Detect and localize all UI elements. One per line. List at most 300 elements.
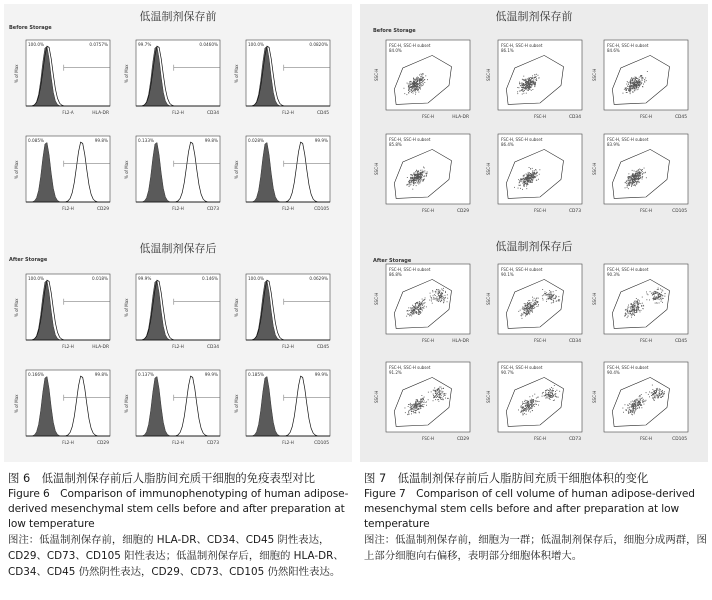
event-dot bbox=[633, 174, 634, 175]
event-dot bbox=[417, 308, 418, 309]
event-dot bbox=[444, 300, 445, 301]
event-dot bbox=[447, 398, 448, 399]
event-dot bbox=[635, 81, 636, 82]
event-dot bbox=[640, 85, 641, 86]
event-dot bbox=[518, 179, 519, 180]
event-dot bbox=[641, 398, 642, 399]
event-dot bbox=[422, 74, 423, 75]
event-dot bbox=[628, 405, 629, 406]
event-dot bbox=[628, 173, 629, 174]
event-dot bbox=[636, 78, 637, 79]
event-dot bbox=[545, 293, 546, 294]
event-dot bbox=[636, 183, 637, 184]
event-dot bbox=[411, 408, 412, 409]
event-dot bbox=[631, 179, 632, 180]
event-dot bbox=[527, 178, 528, 179]
event-dot bbox=[628, 185, 629, 186]
event-dot bbox=[639, 85, 640, 86]
event-dot bbox=[441, 397, 442, 398]
event-dot bbox=[410, 403, 411, 404]
event-dot bbox=[640, 82, 641, 83]
event-dot bbox=[527, 312, 528, 313]
event-dot bbox=[532, 311, 533, 312]
event-dot bbox=[405, 408, 406, 409]
event-dot bbox=[527, 90, 528, 91]
event-dot bbox=[532, 75, 533, 76]
event-dot bbox=[629, 176, 630, 177]
event-dot bbox=[442, 293, 443, 294]
x-axis-label: FSC-H bbox=[639, 114, 653, 119]
event-dot bbox=[631, 410, 632, 411]
event-dot bbox=[411, 89, 412, 90]
event-dot bbox=[422, 172, 423, 173]
event-dot bbox=[532, 168, 533, 169]
event-dot bbox=[537, 306, 538, 307]
event-dot bbox=[632, 183, 633, 184]
gate-percentage: 85.8% bbox=[389, 142, 402, 147]
event-dot bbox=[659, 299, 660, 300]
fig7-scatter-svg bbox=[482, 258, 586, 352]
x-axis-label: FSC-H bbox=[421, 436, 435, 441]
event-dot bbox=[526, 400, 527, 401]
event-dot bbox=[417, 174, 418, 175]
event-dot bbox=[555, 298, 556, 299]
event-dot bbox=[632, 314, 633, 315]
event-dot bbox=[627, 312, 628, 313]
event-dot bbox=[404, 88, 405, 89]
event-dot bbox=[526, 410, 527, 411]
event-dot bbox=[535, 300, 536, 301]
event-dot bbox=[529, 309, 530, 310]
event-dot bbox=[635, 77, 636, 78]
event-dot bbox=[635, 84, 636, 85]
event-dot bbox=[526, 174, 527, 175]
event-dot bbox=[629, 85, 630, 86]
fig6-caption-note: 图注：低温制剂保存前，细胞的 HLA-DR、CD34、CD45 阴性表达，CD29、CD73、CD105 阳性表达；低温制剂保存后，细胞的 HLA-DR、CD34、CD45 仍然阴性表达，CD29、CD73、CD105 仍然阳性表达。 bbox=[8, 534, 344, 578]
event-dot bbox=[631, 178, 632, 179]
event-dot bbox=[526, 405, 527, 406]
event-dot bbox=[634, 302, 635, 303]
event-dot bbox=[634, 90, 635, 91]
event-dot bbox=[532, 410, 533, 411]
event-dot bbox=[536, 398, 537, 399]
event-dot bbox=[421, 395, 422, 396]
event-dot bbox=[441, 296, 442, 297]
event-dot bbox=[535, 400, 536, 401]
event-dot bbox=[412, 310, 413, 311]
event-dot bbox=[524, 87, 525, 88]
event-dot bbox=[418, 89, 419, 90]
event-dot bbox=[652, 292, 653, 293]
event-dot bbox=[524, 413, 525, 414]
event-dot bbox=[416, 77, 417, 78]
event-dot bbox=[535, 86, 536, 87]
event-dot bbox=[629, 185, 630, 186]
x-axis-label: FL2-H bbox=[62, 206, 74, 211]
event-dot bbox=[643, 399, 644, 400]
event-dot bbox=[528, 410, 529, 411]
event-dot bbox=[635, 174, 636, 175]
event-dot bbox=[651, 392, 652, 393]
event-dot bbox=[419, 403, 420, 404]
event-dot bbox=[637, 408, 638, 409]
gate-percentage: 86.8% bbox=[389, 272, 402, 277]
event-dot bbox=[426, 306, 427, 307]
event-dot bbox=[407, 83, 408, 84]
event-dot bbox=[527, 304, 528, 305]
left-percentage: 100.0% bbox=[248, 42, 264, 47]
event-dot bbox=[663, 394, 664, 395]
event-dot bbox=[658, 397, 659, 398]
event-dot bbox=[409, 410, 410, 411]
event-dot bbox=[529, 77, 530, 78]
event-dot bbox=[631, 311, 632, 312]
event-dot bbox=[527, 310, 528, 311]
x-axis-label: FSC-H bbox=[533, 436, 547, 441]
event-dot bbox=[656, 390, 657, 391]
event-dot bbox=[530, 77, 531, 78]
event-dot bbox=[415, 94, 416, 95]
x-axis-label: FL2-H bbox=[282, 110, 294, 115]
event-dot bbox=[636, 184, 637, 185]
event-dot bbox=[646, 299, 647, 300]
event-dot bbox=[410, 174, 411, 175]
event-dot bbox=[439, 397, 440, 398]
right-percentage: 0.146% bbox=[202, 276, 218, 281]
event-dot bbox=[660, 395, 661, 396]
event-dot bbox=[630, 313, 631, 314]
marker-label: CD34 bbox=[568, 115, 581, 120]
left-percentage: 0.185% bbox=[248, 372, 264, 377]
event-dot bbox=[431, 299, 432, 300]
event-dot bbox=[421, 74, 422, 75]
event-dot bbox=[628, 188, 629, 189]
event-dot bbox=[527, 179, 528, 180]
event-dot bbox=[523, 309, 524, 310]
event-dot bbox=[442, 298, 443, 299]
marker-label: CD105 bbox=[314, 441, 329, 446]
event-dot bbox=[636, 175, 637, 176]
event-dot bbox=[637, 78, 638, 79]
event-dot bbox=[527, 177, 528, 178]
event-dot bbox=[650, 291, 651, 292]
event-dot bbox=[530, 84, 531, 85]
event-dot bbox=[555, 297, 556, 298]
event-dot bbox=[418, 180, 419, 181]
event-dot bbox=[518, 311, 519, 312]
x-axis-label: FL2-H bbox=[172, 206, 184, 211]
event-dot bbox=[628, 307, 629, 308]
y-axis-label: SSC-H bbox=[592, 162, 597, 175]
event-dot bbox=[626, 183, 627, 184]
event-dot bbox=[532, 77, 533, 78]
event-dot bbox=[656, 293, 657, 294]
event-dot bbox=[655, 397, 656, 398]
event-dot bbox=[635, 306, 636, 307]
event-dot bbox=[626, 84, 627, 85]
event-dot bbox=[415, 303, 416, 304]
y-axis-label: % of Max bbox=[14, 160, 19, 179]
event-dot bbox=[637, 170, 638, 171]
event-dot bbox=[530, 168, 531, 169]
event-dot bbox=[528, 312, 529, 313]
event-dot bbox=[660, 298, 661, 299]
fig6-histogram-after-1-0 bbox=[10, 362, 114, 456]
event-dot bbox=[410, 405, 411, 406]
event-dot bbox=[529, 80, 530, 81]
event-dot bbox=[517, 87, 518, 88]
event-dot bbox=[528, 403, 529, 404]
event-dot bbox=[411, 310, 412, 311]
event-dot bbox=[415, 173, 416, 174]
event-dot bbox=[542, 295, 543, 296]
event-dot bbox=[421, 401, 422, 402]
event-dot bbox=[533, 84, 534, 85]
event-dot bbox=[640, 396, 641, 397]
event-dot bbox=[422, 305, 423, 306]
event-dot bbox=[416, 399, 417, 400]
event-dot bbox=[549, 297, 550, 298]
event-dot bbox=[423, 78, 424, 79]
y-axis-label: SSC-H bbox=[592, 390, 597, 403]
y-axis-label: % of Max bbox=[124, 394, 129, 413]
event-dot bbox=[418, 170, 419, 171]
event-dot bbox=[520, 179, 521, 180]
y-axis-label: % of Max bbox=[124, 160, 129, 179]
event-dot bbox=[635, 310, 636, 311]
event-dot bbox=[554, 294, 555, 295]
event-dot bbox=[522, 404, 523, 405]
event-dot bbox=[527, 307, 528, 308]
event-dot bbox=[628, 411, 629, 412]
event-dot bbox=[659, 296, 660, 297]
event-dot bbox=[534, 308, 535, 309]
event-dot bbox=[444, 298, 445, 299]
event-dot bbox=[629, 409, 630, 410]
event-dot bbox=[532, 408, 533, 409]
event-dot bbox=[530, 87, 531, 88]
event-dot bbox=[534, 404, 535, 405]
event-dot bbox=[656, 302, 657, 303]
event-dot bbox=[642, 402, 643, 403]
fig6-histogram-svg bbox=[230, 128, 334, 222]
event-dot bbox=[435, 295, 436, 296]
event-dot bbox=[444, 394, 445, 395]
event-dot bbox=[644, 404, 645, 405]
fig6-histogram-svg bbox=[120, 32, 224, 126]
event-dot bbox=[439, 395, 440, 396]
fig6-heading-after: 低温制剂保存后 bbox=[139, 242, 217, 255]
fig7-after-label: After Storage bbox=[373, 258, 412, 264]
event-dot bbox=[645, 78, 646, 79]
event-dot bbox=[661, 301, 662, 302]
event-dot bbox=[533, 306, 534, 307]
event-dot bbox=[415, 90, 416, 91]
event-dot bbox=[425, 302, 426, 303]
event-dot bbox=[537, 172, 538, 173]
event-dot bbox=[634, 87, 635, 88]
event-dot bbox=[413, 406, 414, 407]
event-dot bbox=[543, 295, 544, 296]
event-dot bbox=[419, 314, 420, 315]
event-dot bbox=[654, 400, 655, 401]
event-dot bbox=[412, 408, 413, 409]
event-dot bbox=[441, 300, 442, 301]
event-dot bbox=[411, 92, 412, 93]
gate-name: FSC-H, SSC-H subset bbox=[501, 267, 543, 272]
event-dot bbox=[536, 78, 537, 79]
event-dot bbox=[644, 81, 645, 82]
event-dot bbox=[528, 304, 529, 305]
event-dot bbox=[410, 85, 411, 86]
event-dot bbox=[419, 75, 420, 76]
event-dot bbox=[415, 311, 416, 312]
event-dot bbox=[408, 84, 409, 85]
event-dot bbox=[556, 290, 557, 291]
event-dot bbox=[551, 299, 552, 300]
event-dot bbox=[420, 309, 421, 310]
event-dot bbox=[654, 297, 655, 298]
event-dot bbox=[414, 175, 415, 176]
event-dot bbox=[638, 300, 639, 301]
event-dot bbox=[550, 389, 551, 390]
fig7-scatter-after-1-0 bbox=[370, 356, 474, 450]
event-dot bbox=[441, 295, 442, 296]
event-dot bbox=[649, 392, 650, 393]
y-axis-label: % of Max bbox=[234, 64, 239, 83]
event-dot bbox=[538, 397, 539, 398]
event-dot bbox=[631, 402, 632, 403]
event-dot bbox=[630, 93, 631, 94]
event-dot bbox=[546, 397, 547, 398]
event-dot bbox=[527, 88, 528, 89]
event-dot bbox=[410, 407, 411, 408]
event-dot bbox=[655, 392, 656, 393]
event-dot bbox=[645, 401, 646, 402]
event-dot bbox=[422, 406, 423, 407]
event-dot bbox=[416, 81, 417, 82]
event-dot bbox=[637, 172, 638, 173]
right-percentage: 99.9% bbox=[204, 372, 218, 377]
event-dot bbox=[558, 296, 559, 297]
event-dot bbox=[555, 394, 556, 395]
event-dot bbox=[553, 391, 554, 392]
event-dot bbox=[425, 173, 426, 174]
event-dot bbox=[408, 90, 409, 91]
fig7-scatter-svg bbox=[370, 258, 474, 352]
event-dot bbox=[418, 177, 419, 178]
event-dot bbox=[522, 84, 523, 85]
event-dot bbox=[525, 82, 526, 83]
event-dot bbox=[410, 82, 411, 83]
event-dot bbox=[447, 301, 448, 302]
event-dot bbox=[648, 294, 649, 295]
event-dot bbox=[415, 405, 416, 406]
event-dot bbox=[437, 300, 438, 301]
event-dot bbox=[423, 80, 424, 81]
marker-label: CD34 bbox=[568, 339, 581, 344]
event-dot bbox=[640, 169, 641, 170]
event-dot bbox=[635, 185, 636, 186]
event-dot bbox=[445, 393, 446, 394]
event-dot bbox=[633, 313, 634, 314]
gate-name: FSC-H, SSC-H subset bbox=[389, 137, 431, 142]
event-dot bbox=[647, 71, 648, 72]
gate-percentage: 86.4% bbox=[501, 142, 514, 147]
marker-label: CD105 bbox=[672, 209, 687, 214]
event-dot bbox=[636, 401, 637, 402]
event-dot bbox=[638, 172, 639, 173]
event-dot bbox=[635, 80, 636, 81]
event-dot bbox=[551, 299, 552, 300]
event-dot bbox=[441, 387, 442, 388]
event-dot bbox=[536, 74, 537, 75]
event-dot bbox=[411, 184, 412, 185]
event-dot bbox=[527, 409, 528, 410]
event-dot bbox=[419, 412, 420, 413]
event-dot bbox=[411, 180, 412, 181]
event-dot bbox=[523, 312, 524, 313]
event-dot bbox=[415, 404, 416, 405]
event-dot bbox=[638, 404, 639, 405]
event-dot bbox=[534, 298, 535, 299]
event-dot bbox=[635, 403, 636, 404]
event-dot bbox=[418, 84, 419, 85]
event-dot bbox=[418, 90, 419, 91]
event-dot bbox=[639, 169, 640, 170]
event-dot bbox=[422, 170, 423, 171]
event-dot bbox=[625, 404, 626, 405]
event-dot bbox=[631, 414, 632, 415]
right-percentage: 99.8% bbox=[94, 372, 108, 377]
event-dot bbox=[545, 393, 546, 394]
event-dot bbox=[408, 314, 409, 315]
event-dot bbox=[525, 408, 526, 409]
event-dot bbox=[412, 177, 413, 178]
event-dot bbox=[419, 85, 420, 86]
event-dot bbox=[665, 293, 666, 294]
event-dot bbox=[630, 404, 631, 405]
x-axis-label: FSC-H bbox=[421, 114, 435, 119]
event-dot bbox=[649, 300, 650, 301]
fig6-histogram-after-0-2 bbox=[230, 266, 334, 360]
y-axis-label: SSC-H bbox=[374, 390, 379, 403]
event-dot bbox=[661, 299, 662, 300]
event-dot bbox=[525, 403, 526, 404]
event-dot bbox=[628, 82, 629, 83]
event-dot bbox=[634, 408, 635, 409]
event-dot bbox=[421, 399, 422, 400]
fig7-scatter-before-1-0 bbox=[370, 128, 474, 222]
event-dot bbox=[635, 85, 636, 86]
event-dot bbox=[662, 289, 663, 290]
y-axis-label: % of Max bbox=[14, 394, 19, 413]
event-dot bbox=[524, 90, 525, 91]
event-dot bbox=[529, 177, 530, 178]
event-dot bbox=[409, 91, 410, 92]
fig6-histogram-after-1-2 bbox=[230, 362, 334, 456]
event-dot bbox=[632, 315, 633, 316]
event-dot bbox=[641, 170, 642, 171]
event-dot bbox=[638, 309, 639, 310]
event-dot bbox=[408, 411, 409, 412]
event-dot bbox=[546, 299, 547, 300]
event-dot bbox=[639, 173, 640, 174]
event-dot bbox=[517, 93, 518, 94]
event-dot bbox=[538, 304, 539, 305]
event-dot bbox=[422, 398, 423, 399]
event-dot bbox=[664, 391, 665, 392]
